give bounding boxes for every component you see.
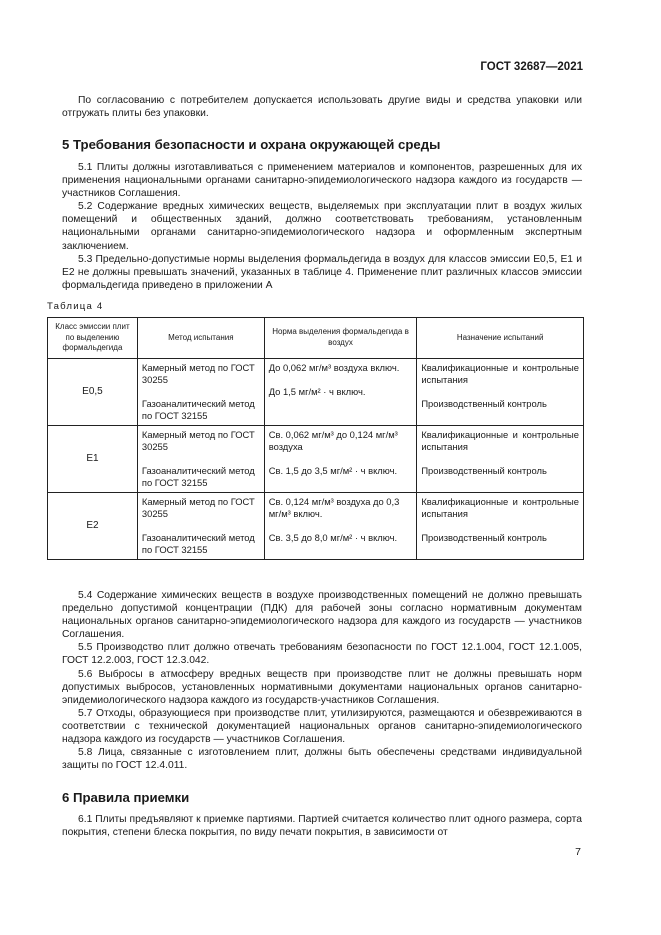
section-6-heading: 6 Правила приемки — [62, 790, 190, 805]
purpose-qualification: Квалификационные и контрольные испытания — [421, 495, 579, 519]
method-chamber: Камерный метод по ГОСТ 30255 — [141, 361, 255, 385]
method-cell — [137, 358, 264, 425]
norm-cell — [264, 425, 417, 492]
standard-code-header: ГОСТ 32687—2021 — [480, 61, 583, 73]
norm-gas: Св. 3,5 до 8,0 мг/м² · ч включ. — [268, 531, 398, 543]
class-cell: Е0,5 — [48, 358, 138, 425]
header-class: Класс эмиссии плит по выделению формальдегида — [48, 318, 138, 359]
purpose-production: Производственный контроль — [421, 397, 547, 409]
purpose-production: Производственный контроль — [421, 464, 547, 476]
class-cell: Е2 — [48, 492, 138, 559]
purpose-cell — [417, 425, 584, 492]
norm-cell — [264, 358, 417, 425]
table-4-caption: Таблица 4 — [47, 301, 104, 312]
table-4 — [47, 317, 584, 560]
paragraph-6-1: 6.1 Плиты предъявляют к приемке партиями. Партией считается количество плит одного размера, сорта покрытия, степени блеска покрытия, по виду печати покрытия, в зависимости от — [62, 814, 582, 839]
intro-block — [62, 94, 582, 120]
norm-cell — [264, 492, 417, 559]
paragraph-5-5: 5.5 Производство плит должно отвечать требованиям безопасности по ГОСТ 12.1.004, ГОСТ 12.1.005, ГОСТ 12.2.003, ГОСТ 12.3.042. — [62, 642, 582, 667]
method-gas: Газоаналитический метод по ГОСТ 32155 — [141, 397, 255, 421]
paragraph-5-1: 5.1 Плиты должны изготавливаться с применением материалов и компонентов, разрешенных для их применения национальными органами санитарно-эпидемиологического надзора каждого из государств — участников Соглашения. — [62, 162, 582, 200]
class-cell: Е1 — [48, 425, 138, 492]
header-purpose: Назначение испытаний — [417, 318, 584, 359]
section-5-block — [62, 161, 582, 292]
purpose-cell — [417, 492, 584, 559]
norm-chamber: Св. 0,124 мг/м³ воздуха до 0,3 мг/м³ включ. — [268, 495, 400, 519]
method-cell — [137, 492, 264, 559]
method-chamber: Камерный метод по ГОСТ 30255 — [141, 495, 255, 519]
table-row — [48, 425, 584, 492]
purpose-qualification: Квалификационные и контрольные испытания — [421, 428, 579, 452]
purpose-cell — [417, 358, 584, 425]
norm-chamber: До 0,062 мг/м³ воздуха включ. — [268, 361, 400, 373]
paragraph-5-8: 5.8 Лица, связанные с изготовлением плит, должны быть обеспечены средствами индивидуальной защиты по ГОСТ 12.4.011. — [62, 747, 582, 772]
section-5-continued — [62, 589, 582, 772]
paragraph-5-6: 5.6 Выбросы в атмосферу вредных веществ при производстве плит не должны превышать норм допустимых выбросов, установленных нормативными документами национальных органов санитарно-эпидемиологического надзора каждого из государств-участников Соглашения. — [62, 668, 582, 706]
table-row — [48, 492, 584, 559]
purpose-production: Производственный контроль — [421, 531, 547, 543]
header-norm: Норма выделения формальдегида в воздух — [264, 318, 417, 359]
norm-gas: До 1,5 мг/м² · ч включ. — [268, 385, 366, 397]
section-6-block — [62, 813, 582, 839]
paragraph-5-4: 5.4 Содержание химических веществ в воздухе производственных помещений не должно превышать предельно допустимой концентрации (ПДК) для рабочей зоны согласно нормативным документам национальных органов санитарно-эпидемиологического надзора для каждого из государств — участников Соглашения. — [62, 590, 582, 641]
section-5-heading: 5 Требования безопасности и охрана окружающей среды — [62, 137, 441, 152]
method-cell — [137, 425, 264, 492]
method-gas: Газоаналитический метод по ГОСТ 32155 — [141, 531, 255, 555]
table-row — [48, 358, 584, 425]
paragraph-5-2: 5.2 Содержание вредных химических веществ, выделяемых при эксплуатации плит в воздух жилых помещений и общественных зданий, должно соответствовать требованиям, установленным национальными органами санитарно-эпидемиологического надзора и оформленным экспертным заключением. — [62, 201, 582, 252]
method-chamber: Камерный метод по ГОСТ 30255 — [141, 428, 255, 452]
paragraph-5-7: 5.7 Отходы, образующиеся при производстве плит, утилизируются, размещаются и обезвреживаются в соответствии с технической документацией национальных органов санитарно-эпидемиологического надзора каждого из государств — участников Соглашения. — [62, 707, 582, 746]
header-method: Метод испытания — [137, 318, 264, 359]
purpose-qualification: Квалификационные и контрольные испытания — [421, 361, 579, 385]
paragraph-packaging: По согласованию с потребителем допускается использовать другие виды и средства упаковки или отгружать плиты без упаковки. — [62, 95, 582, 120]
norm-gas: Св. 1,5 до 3,5 мг/м² · ч включ. — [268, 464, 398, 476]
norm-chamber: Св. 0,062 мг/м³ до 0,124 мг/м³ воздуха — [268, 428, 398, 452]
page-number: 7 — [575, 846, 581, 858]
table-header-row — [48, 318, 584, 359]
paragraph-5-3: 5.3 Предельно-допустимые нормы выделения формальдегида в воздух для классов эмиссии Е0,5, Е1 и Е2 не должны превышать значений, указанных в таблице 4. Применение плит различных классов эмиссии формальдегида приведено в приложении А — [62, 253, 582, 291]
method-gas: Газоаналитический метод по ГОСТ 32155 — [141, 464, 255, 488]
